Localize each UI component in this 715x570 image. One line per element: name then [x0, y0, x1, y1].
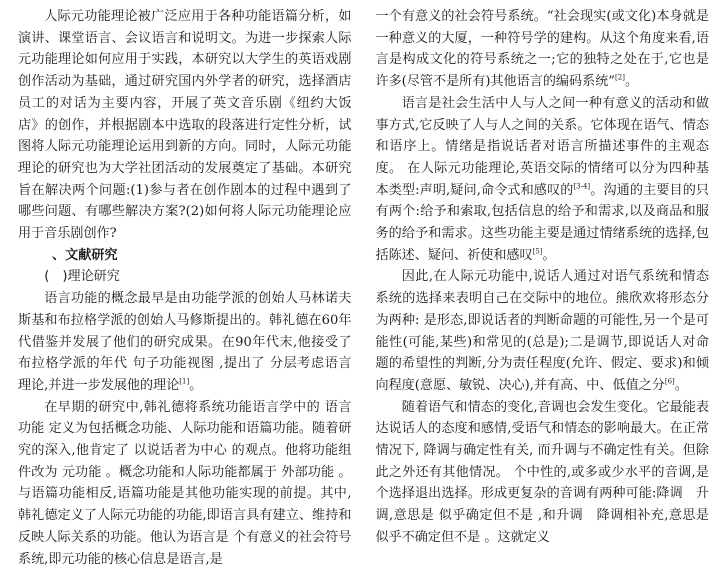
- citation-ref: [5]: [532, 247, 543, 256]
- paragraph-text: 一个有意义的社会符号系统。“社会现实(或文化)本身就是一种意义的大厦，一种符号学的建构。从这个角度来看,语言是构成文化的符号系统之一;它的独特之处在于,它也是许多(尽管不是所有)其他语言的编码系统”: [375, 9, 709, 90]
- paragraph-text: 因此,在人际元功能中,说话人通过对语气系统和情态系统的选择来表明自己在交际中的地位。熊欣欢将形态分为两种: 是形态,即说话者的判断命题的可能性,另一个是可能性(可能,某些)和常见的(总是);二是调节,即说话人对命题的希望性的判断,分为责任程度(允许、假定、要求)和倾向程度(意愿、敏锐、决心),并有高、中、低值之分: [375, 269, 709, 393]
- section-heading-literature-review: 、文献研究: [52, 247, 118, 263]
- paragraph-text-end: 。: [674, 377, 688, 393]
- subsection-heading-theory: ( )理论研究: [44, 269, 120, 285]
- semiotic-system-paragraph: [376, 6, 710, 93]
- halliday-paragraph: 在早期的研究中,韩礼德将系统功能语言学中的 语言功能 定义为包括概念功能、人际功能和语篇功能。随着研究的深入,他肯定了 以说话者为中心 的观点。他将功能组件改为 元功能 。概念功能和人际功能都属于 外部功能 。与语篇功能相反,语篇功能是其他功能实现的前提。其中,韩礼德定义了人际元功能的功能,即语言具有建立、维持和反映人际关系的功能。他认为语言是 个有意义的社会符号系统,即元功能的核心信息是语言,是: [18, 399, 352, 567]
- right-column: [375, 6, 710, 545]
- intro-paragraph: 人际元功能理论被广泛应用于各种功能语篇分析，如演讲、课堂语言、会议语言和说明文。为进一步探索人际元功能理论如何应用于实践，本研究以大学生的英语戏剧创作活动为基础，通过研究国内外学者的研究，选择酒店员工的对话为主要内容，开展了英文音乐剧《纽约大饭店》的创作，并根据剧本中选取的段落进行定性分析，试图将人际元功能理论运用到新的方向。同时，人际元功能理论的研究也为大学社团活动的发展奠定了基础。本研究旨在解决两个问题:(1)参与者在创作剧本的过程中遇到了哪些问题、有哪些解决方案?(2)如何将人际元功能理论应用于音乐剧创作?: [18, 9, 352, 242]
- mood-paragraph: [376, 93, 710, 267]
- tone-paragraph: 随着语气和情态的变化,音调也会发生变化。它最能表达说话人的态度和感情,受语气和情态的影响最大。在正常情况下, 降调与确定性有关, 而升调与不确定性有关。但除此之外还有其他情况。 个中性的,或多或少水平的音调,是 个选择退出选择。形成更复杂的音调有两种可能:降调 升调,意思是 似乎确定但不是 ,和升调 降调相补充,意思是 似乎不确定但不是 。这就定义: [375, 399, 709, 545]
- citation-ref: [1]: [179, 377, 190, 386]
- language-function-paragraph: [18, 288, 352, 397]
- paragraph-text-end: 。: [624, 74, 639, 90]
- paragraph-text-end: 。: [542, 247, 556, 263]
- paragraph-text-end: 。: [189, 377, 203, 393]
- modality-paragraph: [376, 266, 710, 396]
- left-column: [18, 6, 352, 567]
- paragraph-text-mid: 。沟通的主要目的只有两个:给予和索取,包括信息的给予和需求,以及商品和服务的给予和需求。这些功能主要是通过情绪系统的选择,包括陈述、疑问、祈使和感叹: [375, 182, 709, 263]
- citation-ref: [3-4]: [573, 182, 591, 191]
- paragraph-text: 语言功能的概念最早是由功能学派的创始人马林诺夫斯基和布拉格学派的创始人马修斯提出的。韩礼德在60年代借鉴并发展了他们的研究成果。在90年代末,他接受了布拉格学派的年代 句子功能视图 ,提出了 分层考虑语言 理论,并进一步发展他的理论: [18, 291, 352, 393]
- paragraph-text: 语言是社会生活中人与人之间一种有意义的活动和做事方式,它反映了人与人之间的关系。它体现在语气、情态和语序上。情绪是指说话者对语言所描述事件的主观态度。 在人际元功能理论,英语交际的情绪可以分为四种基本类型:声明,疑问,命令式和感叹的: [375, 95, 709, 198]
- citation-ref: [6]: [664, 377, 675, 386]
- citation-ref: [2]: [615, 73, 625, 82]
